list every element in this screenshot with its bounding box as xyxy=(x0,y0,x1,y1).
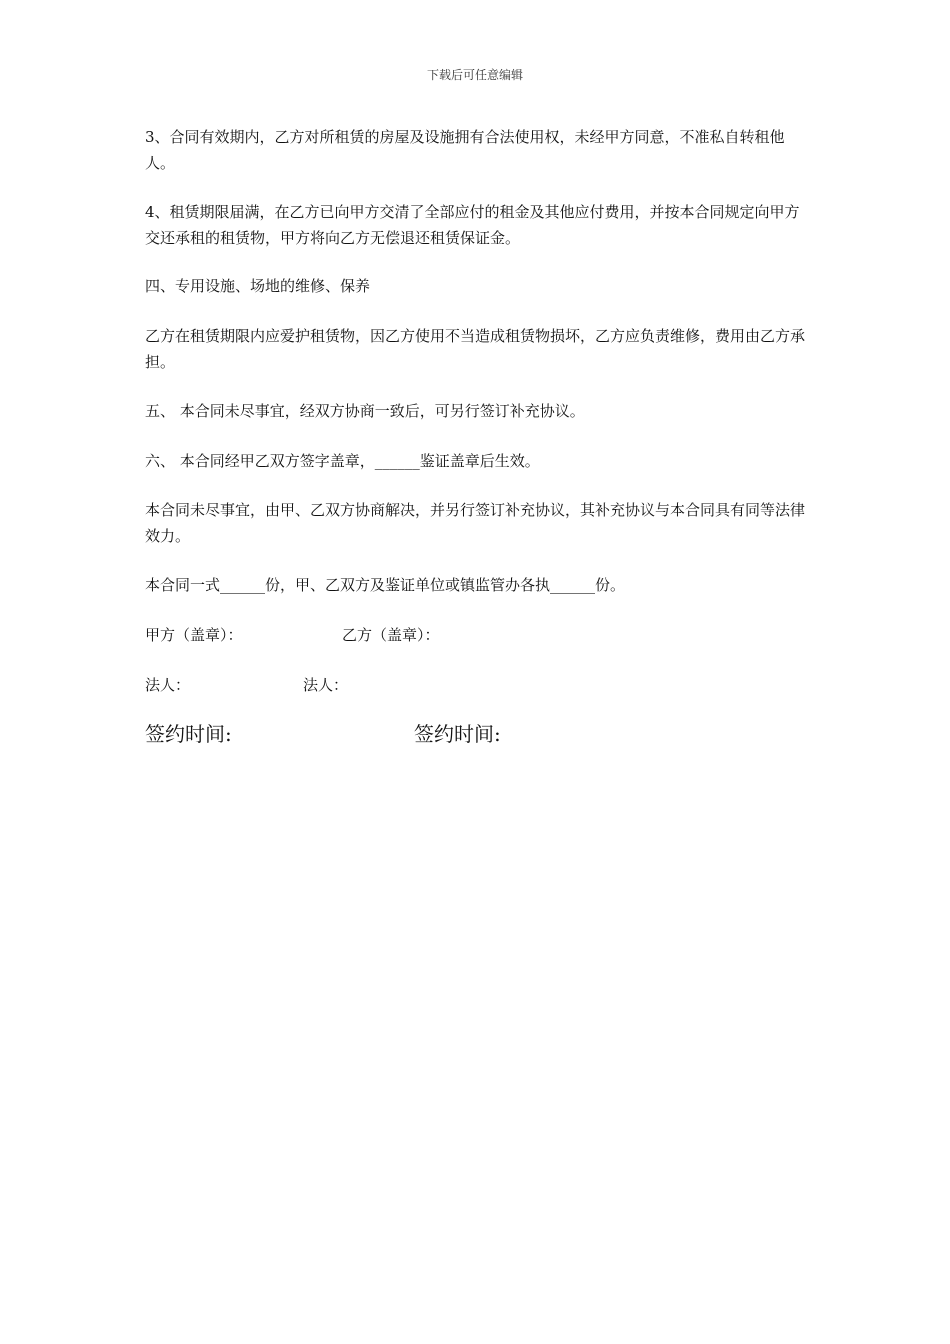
clause-4: 4、租赁期限届满，在乙方已向甲方交清了全部应付的租金及其他应付费用，并按本合同规定向甲方交还承租的租赁物，甲方将向乙方无偿退还租赁保证金。 xyxy=(145,203,800,247)
seal-row xyxy=(145,622,807,648)
party-a-seal-label: 甲方（盖章）： xyxy=(145,626,243,644)
party-a-legal-label: 法人： xyxy=(145,676,191,694)
party-a-time-label: 签约时间: xyxy=(145,722,232,746)
copies-clause: 本合同一式______份，甲、乙双方及鉴证单位或镇监管办各执______份。 xyxy=(145,576,626,594)
page-header: 下载后可任意编辑 xyxy=(426,68,523,82)
legal-person-row xyxy=(145,672,807,698)
signing-time-row xyxy=(145,719,807,749)
party-b-time-label: 签约时间: xyxy=(414,722,501,746)
section-six: 六、 本合同经甲乙双方签字盖章，______鉴证盖章后生效。 xyxy=(145,452,540,470)
supplementary-clause: 本合同未尽事宜，由甲、乙双方协商解决，并另行签订补充协议，其补充协议与本合同具有同等法律效力。 xyxy=(145,501,806,545)
party-b-legal-label: 法人： xyxy=(303,676,349,694)
maintenance-clause: 乙方在租赁期限内应爱护租赁物，因乙方使用不当造成租赁物损坏，乙方应负责维修，费用由乙方承担。 xyxy=(145,327,806,371)
section-five: 五、 本合同未尽事宜，经双方协商一致后，可另行签订补充协议。 xyxy=(145,402,585,420)
clause-3: 3、合同有效期内，乙方对所租赁的房屋及设施拥有合法使用权，未经甲方同意，不准私自转租他人。 xyxy=(145,128,785,172)
party-b-seal-label: 乙方（盖章）： xyxy=(342,626,440,644)
section-four-heading: 四、专用设施、场地的维修、保养 xyxy=(145,277,371,295)
